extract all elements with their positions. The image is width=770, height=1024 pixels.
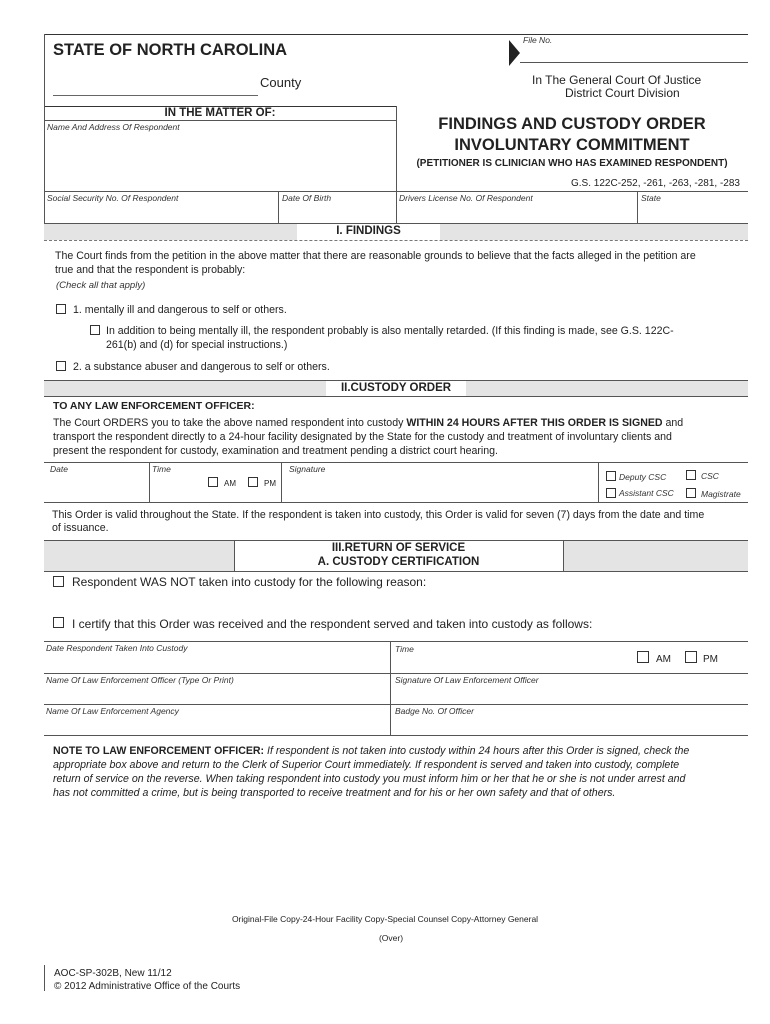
order-pm-checkbox[interactable] — [248, 477, 258, 487]
finding-2-label: 2. a substance abuser and dangerous to self or others. — [73, 361, 330, 373]
assistant-csc-checkbox[interactable] — [606, 488, 616, 498]
service-row-2-top — [44, 673, 748, 674]
return-heading: III.RETURN OF SERVICE — [331, 542, 466, 554]
magistrate-label: Magistrate — [701, 489, 741, 499]
form-number: AOC-SP-302B, New 11/12 — [54, 968, 172, 979]
state-title: STATE OF NORTH CAROLINA — [53, 41, 288, 59]
custody-order-line-2: transport the respondent directly to a 24-hour facility designated by the State for the custody and treatment of involuntary clients and — [53, 431, 672, 443]
matter-heading-underline — [44, 120, 396, 121]
service-row-3-top — [44, 704, 748, 705]
order-pm-label: PM — [264, 479, 276, 488]
drivers-license-label: Drivers License No. Of Respondent — [399, 193, 533, 203]
findings-intro-line-2: true and that the respondent is probably: — [55, 264, 246, 276]
finding-1-label: 1. mentally ill and dangerous to self or others. — [73, 304, 287, 316]
officer-note-lead: NOTE TO LAW ENFORCEMENT OFFICER: — [53, 745, 265, 757]
file-no-arrow-icon — [509, 40, 520, 66]
footer-left-rule — [44, 965, 45, 991]
form-title-line-2: INVOLUNTARY COMMITMENT — [454, 136, 690, 154]
custody-header-shade-right — [466, 381, 748, 396]
findings-header-bottom — [44, 240, 748, 241]
finding-1-checkbox[interactable] — [56, 304, 66, 314]
certify-label: I certify that this Order was received and the respondent served and taken into custody as follows: — [72, 617, 593, 631]
service-time-label: Time — [395, 644, 414, 654]
order-date-label: Date — [50, 464, 68, 474]
return-header-bottom — [44, 571, 748, 572]
badge-label: Badge No. Of Officer — [395, 706, 474, 716]
deputy-csc-label: Deputy CSC — [619, 472, 667, 482]
assistant-csc-label: Assistant CSC — [619, 488, 674, 498]
custody-order-deadline: WITHIN 24 HOURS AFTER THIS ORDER IS SIGNED — [406, 417, 663, 429]
state-divider — [637, 191, 638, 223]
form-subtitle: (PETITIONER IS CLINICIAN WHO HAS EXAMINED RESPONDENT) — [416, 158, 728, 169]
time-signature-divider — [281, 462, 282, 502]
date-taken-label: Date Respondent Taken Into Custody — [46, 643, 188, 653]
findings-heading: I. FINDINGS — [336, 225, 401, 237]
not-taken-checkbox[interactable] — [53, 576, 64, 587]
order-time-label: Time — [152, 464, 171, 474]
service-pm-checkbox[interactable] — [685, 651, 697, 663]
findings-header-shade-right — [440, 224, 748, 240]
service-row-3-bottom — [44, 735, 748, 736]
deputy-csc-checkbox[interactable] — [606, 471, 616, 481]
magistrate-checkbox[interactable] — [686, 488, 696, 498]
finding-1a-line-1: In addition to being mentally ill, the respondent probably is also mentally retarded. (If this finding is made, see G.S. 122C- — [106, 325, 674, 337]
custody-order-line-3: present the respondent for custody, examination and treatment pending a district court hearing. — [53, 445, 499, 457]
order-am-label: AM — [224, 479, 236, 488]
statute-reference: G.S. 122C-252, -261, -263, -281, -283 — [571, 178, 740, 189]
service-row-1-top — [44, 641, 748, 642]
findings-intro-line-1: The Court finds from the petition in the above matter that there are reasonable grounds to believe that the facts alleged in the petition are — [55, 250, 696, 262]
county-line — [53, 95, 258, 96]
custody-order-line-1 — [53, 416, 683, 430]
csc-checkbox[interactable] — [686, 470, 696, 480]
custody-order-and: and — [662, 417, 684, 429]
not-taken-label: Respondent WAS NOT taken into custody for the following reason: — [72, 575, 427, 589]
court-line-2: District Court Division — [565, 86, 680, 100]
officer-note-line-3: return of service on the reverse. When taking respondent into custody you must inform him or her that he or she is not under arrest and — [53, 773, 686, 785]
county-label: County — [260, 75, 302, 90]
officer-note-text: If respondent is not taken into custody within 24 hours after this Order is signed, check the — [264, 745, 690, 757]
service-am-checkbox[interactable] — [637, 651, 649, 663]
return-header-shade-left — [44, 541, 234, 571]
custody-certification-heading: A. CUSTODY CERTIFICATION — [317, 556, 480, 568]
service-am-label: AM — [656, 654, 671, 665]
ssn-label: Social Security No. Of Respondent — [47, 193, 179, 203]
agency-label: Name Of Law Enforcement Agency — [46, 706, 179, 716]
signature-row-bottom — [44, 502, 748, 503]
return-header-shade-right — [563, 541, 748, 571]
signature-label: Signature — [289, 464, 326, 474]
service-pm-label: PM — [703, 654, 718, 665]
file-no-line — [520, 62, 748, 63]
finding-2-checkbox[interactable] — [56, 361, 66, 371]
copyright: © 2012 Administrative Office of the Courts — [54, 981, 241, 992]
signature-title-divider — [598, 462, 599, 502]
officer-note-line-4: has not committed a crime, but is being transported to receive treatment and for his or her own safety and that of others. — [53, 787, 616, 799]
officer-name-label: Name Of Law Enforcement Officer (Type Or Print) — [46, 675, 234, 685]
finding-1a-line-2: 261(b) and (d) for special instructions.) — [106, 339, 288, 351]
top-rule — [44, 34, 748, 35]
date-time-divider — [149, 462, 150, 502]
file-no-label: File No. — [523, 35, 553, 45]
ssn-divider — [278, 191, 279, 223]
certify-checkbox[interactable] — [53, 617, 64, 628]
return-header-right-edge — [563, 540, 564, 571]
validity-line-2: of issuance. — [52, 522, 109, 534]
validity-line-1: This Order is valid throughout the State. If the respondent is taken into custody, this Order is valid for seven (7) days from the date and time — [52, 509, 705, 521]
officer-note-line-2: appropriate box above and return to the Clerk of Superior Court immediately. If respondent is served and taken into custody, complete — [53, 759, 680, 771]
csc-label: CSC — [701, 471, 719, 481]
custody-heading: II.CUSTODY ORDER — [340, 382, 452, 394]
check-all-note: (Check all that apply) — [56, 280, 146, 291]
officer-signature-label: Signature Of Law Enforcement Officer — [395, 675, 539, 685]
to-officer-heading: TO ANY LAW ENFORCEMENT OFFICER: — [53, 400, 255, 412]
finding-1a-checkbox[interactable] — [90, 325, 100, 335]
form-title-line-1: FINDINGS AND CUSTODY ORDER — [438, 115, 706, 133]
ssn-row-top — [44, 191, 748, 192]
custody-header-bottom — [44, 396, 748, 397]
court-line-1: In The General Court Of Justice — [532, 73, 702, 87]
matter-left-border — [44, 106, 45, 223]
officer-note-line-1 — [53, 744, 689, 758]
order-am-checkbox[interactable] — [208, 477, 218, 487]
service-col-divider — [390, 641, 391, 735]
over-note: (Over) — [378, 933, 404, 943]
respondent-name-label: Name And Address Of Respondent — [47, 122, 180, 132]
dob-label: Date Of Birth — [282, 193, 332, 203]
dl-state-label: State — [641, 193, 661, 203]
header-divider — [44, 34, 45, 106]
custody-header-shade-left — [44, 381, 326, 396]
findings-header-shade-left — [44, 224, 297, 240]
custody-order-text: The Court ORDERS you to take the above named respondent into custody — [53, 417, 407, 429]
distribution-copies: Original-File Copy-24-Hour Facility Copy-Special Counsel Copy-Attorney General — [231, 914, 539, 924]
matter-heading: IN THE MATTER OF: — [164, 107, 276, 119]
